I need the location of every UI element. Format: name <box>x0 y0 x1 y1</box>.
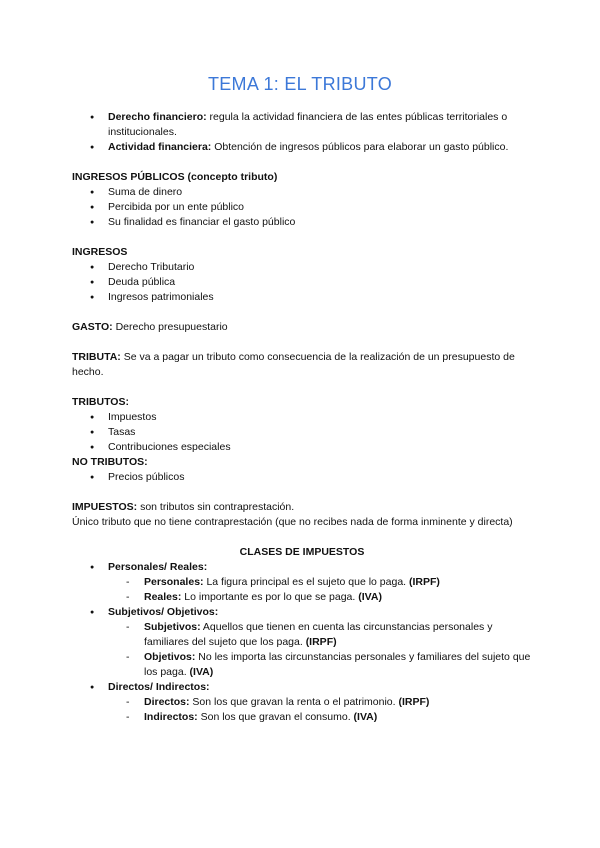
list-item: ● Percibida por un ente público <box>72 200 532 215</box>
section-heading: INGRESOS <box>72 246 128 258</box>
term-label: Reales: <box>144 591 182 603</box>
list-item: ● Suma de dinero <box>72 185 532 200</box>
tax-tag: (IRPF) <box>398 696 430 708</box>
list-item: ● Derecho Tributario <box>72 260 532 275</box>
term-label: Subjetivos: <box>144 621 201 633</box>
impuestos-paragraph <box>72 500 532 515</box>
group-label: Personales/ Reales: <box>108 561 208 573</box>
tax-tag: (IVA) <box>353 711 378 723</box>
tax-tag: (IVA) <box>189 666 214 678</box>
term-text: Aquellos que tienen en cuenta las circunstancias personales y familiares del sujeto que los paga. <box>144 621 493 648</box>
term-text: regula la actividad financiera de las entes públicas territoriales o institucionales. <box>108 111 508 138</box>
tax-tag: (IVA) <box>358 591 382 603</box>
list-item: ● Ingresos patrimoniales <box>72 290 532 305</box>
term-label: Derecho financiero: <box>108 111 207 123</box>
section-heading: NO TRIBUTOS: <box>72 456 148 468</box>
term-label: IMPUESTOS: <box>72 501 138 513</box>
list-item: ● Contribuciones especiales <box>72 440 532 455</box>
term-text: No les importa las circunstancias personales y familiares del sujeto que los paga. <box>144 651 531 678</box>
term-text: Obtención de ingresos públicos para elaborar un gasto público. <box>211 141 509 153</box>
term-text: Se va a pagar un tributo como consecuencia de la realización de un presupuesto de hecho. <box>72 351 515 378</box>
tributa-paragraph <box>72 350 532 380</box>
term-label: Objetivos: <box>144 651 196 663</box>
impuestos-note: Único tributo que no tiene contraprestación (que no recibes nada de forma inminente y directa) <box>72 516 513 528</box>
group-label: Subjetivos/ Objetivos: <box>108 606 219 618</box>
term-label: TRIBUTA: <box>72 351 121 363</box>
gasto-paragraph <box>72 320 532 335</box>
term-text: son tributos sin contraprestación. <box>137 501 295 513</box>
tax-tag: (IRPF) <box>409 576 440 588</box>
ingresos-publicos-list <box>72 185 532 230</box>
term-label: Indirectos: <box>144 711 198 723</box>
sub-list-item <box>72 650 532 680</box>
list-item <box>72 140 532 155</box>
list-item <box>72 605 532 620</box>
section-heading: CLASES DE IMPUESTOS <box>239 546 365 558</box>
group-label: Directos/ Indirectos: <box>108 681 210 693</box>
sub-list-item <box>72 590 532 605</box>
clases-list <box>72 605 532 620</box>
term-text: Derecho presupuestario <box>112 321 228 333</box>
term-text: Son los que gravan la renta o el patrimonio. <box>189 696 399 708</box>
sub-list-item <box>72 620 532 650</box>
intro-list <box>72 110 532 155</box>
term-label: Personales: <box>144 576 204 588</box>
sub-list-item <box>72 575 532 590</box>
term-text: Lo importante es por lo que se paga. <box>181 591 359 603</box>
sub-list <box>72 695 532 725</box>
list-item <box>72 680 532 695</box>
clases-list <box>72 560 532 575</box>
list-item: ● Impuestos <box>72 410 532 425</box>
list-item: ● Deuda pública <box>72 275 532 290</box>
term-label: GASTO: <box>72 321 113 333</box>
list-item <box>72 110 532 140</box>
clases-list <box>72 680 532 695</box>
list-item: ● Precios públicos <box>72 470 532 485</box>
ingresos-list <box>72 260 532 305</box>
page-title: TEMA 1: EL TRIBUTO <box>207 74 393 94</box>
no-tributos-list <box>72 470 532 485</box>
sub-list <box>72 620 532 680</box>
term-label: Actividad financiera: <box>108 141 212 153</box>
term-text: La figura principal es el sujeto que lo paga. <box>203 576 409 588</box>
tributos-list <box>72 410 532 455</box>
sub-list-item <box>72 695 532 710</box>
list-item: ● Tasas <box>72 425 532 440</box>
sub-list-item <box>72 710 532 725</box>
section-heading: TRIBUTOS: <box>72 396 129 408</box>
list-item: ● Su finalidad es financiar el gasto público <box>72 215 532 230</box>
list-item <box>72 560 532 575</box>
term-text: Son los que gravan el consumo. <box>197 711 354 723</box>
tax-tag: (IRPF) <box>305 636 337 648</box>
section-heading: INGRESOS PÚBLICOS (concepto tributo) <box>72 171 278 183</box>
sub-list <box>72 575 532 605</box>
term-label: Directos: <box>144 696 190 708</box>
document-body <box>72 110 532 725</box>
